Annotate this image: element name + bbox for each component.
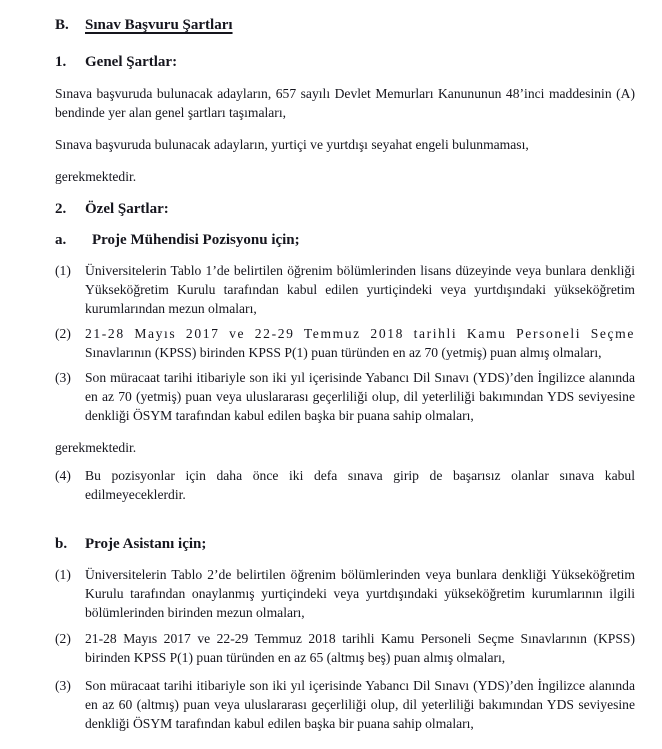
list-item-text: 21-28 Mayıs 2017 ve 22-29 Temmuz 2018 tarihli Kamu Personeli Seçme Sınavlarının (KPSS) birinden KPSS P(1) puan türünden en az 65 (altmış beş) puan almış olmaları, bbox=[85, 631, 635, 665]
list-item-text: Son müracaat tarihi itibariyle son iki yıl içerisinde Yabancı Dil Sınavı (YDS)’den İngilizce alanında en az 70 (yetmiş) puan veya uluslararası geçerliliği olup, dil yeterliliği bakımından YDS seviyesine denkliği ÖSYM tarafından kabul edilen başka bir puana sahip olmaları, bbox=[85, 370, 635, 423]
list-item-number: (1) bbox=[55, 567, 71, 582]
general-heading bbox=[55, 53, 635, 72]
list-item-text: Üniversitelerin Tablo 1’de belirtilen öğrenim bölümlerinden lisans düzeyinde veya bunlara denkliği Yükseköğretim Kurulu tarafından kabul edilen yurtiçindeki veya yurtdışındaki yükseköğretim kurumlarından mezun olmaları, bbox=[85, 263, 635, 316]
list-item-text: Üniversitelerin Tablo 2’de belirtilen öğrenim bölümlerinden veya bunlara denkliği Yükseköğretim Kurulu tarafından onaylanmış yurtiçindeki veya yurtdışındaki yükseköğretim kurumlarının ilgili bölümlerinden birinden mezun olmaları, bbox=[85, 567, 635, 620]
sub-a-title: Proje Mühendisi Pozisyonu için; bbox=[92, 232, 300, 248]
sub-a-closing: gerekmektedir. bbox=[55, 440, 137, 455]
list-item-text: Son müracaat tarihi itibariyle son iki yıl içerisinde Yabancı Dil Sınavı (YDS)’den İngilizce alanında en az 60 (altmış) puan veya uluslararası geçerliliği olup, dil yeterliliği bakımından YDS seviyesine denkliği ÖSYM tarafından kabul edilen başka bir puana sahip olmaları, bbox=[85, 678, 635, 731]
sub-b-label: b. bbox=[55, 536, 68, 552]
sub-a-label: a. bbox=[55, 232, 67, 248]
list-item-number: (3) bbox=[55, 370, 71, 385]
general-closing: gerekmektedir. bbox=[55, 169, 137, 184]
section-b-title: Sınav Başvuru Şartları bbox=[85, 17, 233, 33]
sub-a-list-item-1 bbox=[55, 261, 635, 318]
list-item-text: 21-28 Mayıs 2017 ve 22-29 Temmuz 2018 tarihli Kamu Personeli Seçme Sınavlarının (KPSS) birinden KPSS P(1) puan türünden en az 70 (yetmiş) puan almış olmaları, bbox=[85, 326, 635, 360]
sub-b-list-item-2 bbox=[55, 629, 635, 667]
sub-a-list-item-2 bbox=[55, 324, 635, 362]
sub-a-list-item-3 bbox=[55, 368, 635, 425]
sub-b-title: Proje Asistanı için; bbox=[85, 536, 207, 552]
sub-b-list-item-3 bbox=[55, 676, 635, 733]
section-b-heading bbox=[55, 16, 635, 35]
general-paragraph-1: Sınava başvuruda bulunacak adayların, 657 sayılı Devlet Memurları Kanununun 48’inci maddesinin (A) bendinde yer alan genel şartları taşımaları, bbox=[55, 86, 635, 120]
general-label: 1. bbox=[55, 54, 67, 70]
special-heading bbox=[55, 200, 635, 219]
general-title: Genel Şartlar: bbox=[85, 54, 178, 70]
sub-b-list-item-1 bbox=[55, 565, 635, 622]
sub-a-list-item-4 bbox=[55, 466, 635, 504]
list-item-number: (2) bbox=[55, 631, 71, 646]
special-label: 2. bbox=[55, 201, 67, 217]
sub-a-heading bbox=[55, 231, 635, 250]
section-b-label: B. bbox=[55, 17, 69, 33]
list-item-number: (3) bbox=[55, 678, 71, 693]
list-item-number: (4) bbox=[55, 468, 71, 483]
general-paragraph-2: Sınava başvuruda bulunacak adayların, yurtiçi ve yurtdışı seyahat engeli bulunmaması, bbox=[55, 137, 529, 152]
list-item-number: (2) bbox=[55, 326, 71, 341]
list-item-text: Bu pozisyonlar için daha önce iki defa sınava girip de başarısız olanlar sınava kabul edilmeyeceklerdir. bbox=[85, 468, 635, 502]
list-item-number: (1) bbox=[55, 263, 71, 278]
special-title: Özel Şartlar: bbox=[85, 201, 169, 217]
sub-b-heading bbox=[55, 535, 635, 554]
